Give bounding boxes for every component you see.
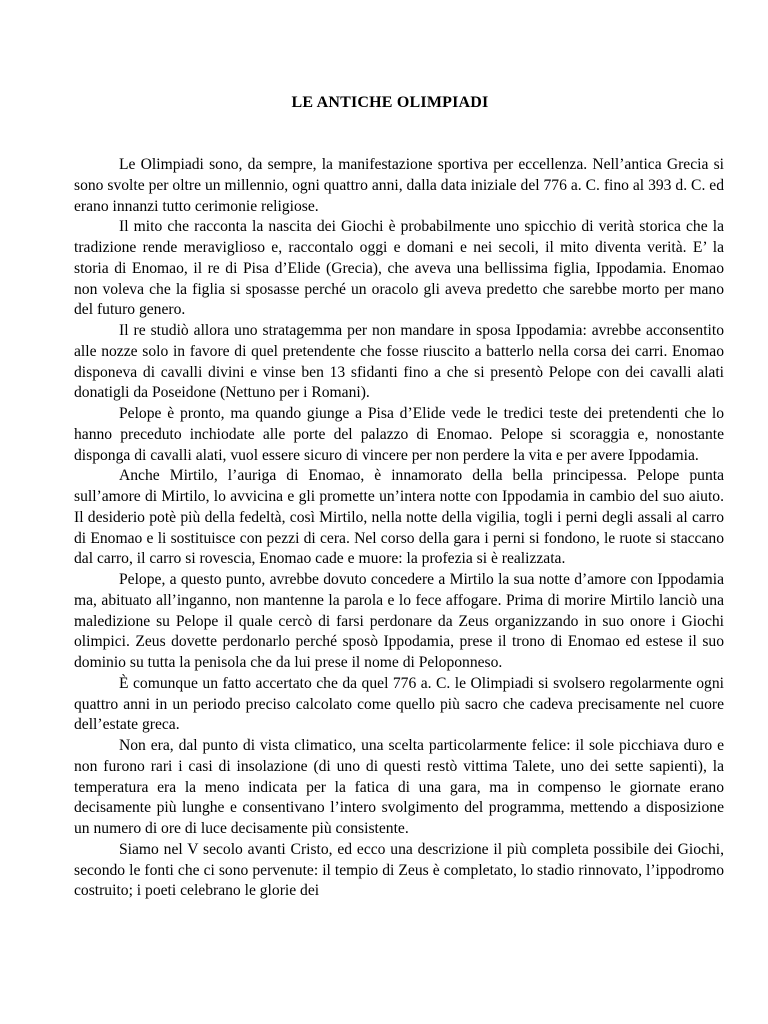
paragraph: Le Olimpiadi sono, da sempre, la manifestazione sportiva per eccellenza. Nell’antica Grecia si sono svolte per oltre un millennio, ogni quattro anni, dalla data iniziale del 776 a. C. fino al 393 d. C. ed erano innanzi tutto cerimonie religiose. (74, 156, 724, 215)
page-title: LE ANTICHE OLIMPIADI (291, 94, 489, 111)
paragraph: Il re studiò allora uno stratagemma per non mandare in sposa Ippodamia: avrebbe acconsentito alle nozze solo in favore di quel pretendente che fosse riuscito a batterlo nella corsa dei carri. Enomao disponeva di cavalli divini e vinse ben 13 sfidanti fino a che si presentò Pelope con dei cavalli alati donatigli da Poseidone (Nettuno per i Romani). (74, 322, 724, 402)
paragraph: Siamo nel V secolo avanti Cristo, ed ecco una descrizione il più completa possibile dei Giochi, secondo le fonti che ci sono pervenute: il tempio di Zeus è completato, lo stadio rinnovato, l’ippodromo costruito; i poeti celebrano le glorie dei (74, 840, 724, 900)
document-body (74, 155, 724, 902)
paragraph: Il mito che racconta la nascita dei Giochi è probabilmente uno spicchio di verità storica che la tradizione rende meraviglioso e, raccontalo oggi e domani e nei secoli, il mito diventa verità. E’ la storia di Enomao, il re di Pisa d’Elide (Grecia), che aveva una bellissima figlia, Ippodamia. Enomao non voleva che la figlia si sposasse perché un oracolo gli aveva predetto che sarebbe morto per mano del futuro genero. (74, 218, 724, 319)
paragraph: Non era, dal punto di vista climatico, una scelta particolarmente felice: il sole picchiava duro e non furono rari i casi di insolazione (di uno di questi restò vittima Talete, uno dei sette sapienti), la temperatura era la meno indicata per la fatica di una gara, ma in compenso le giornate erano decisamente più lunghe e consentivano l’intero svolgimento del programma, mettendo a disposizione un numero di ore di luce decisamente più consistente. (74, 737, 724, 837)
paragraph: Pelope è pronto, ma quando giunge a Pisa d’Elide vede le tredici teste dei pretendenti che lo hanno preceduto inchiodate alle porte del palazzo di Enomao. Pelope si scoraggia e, nonostante disponga di cavalli alati, vuol essere sicuro di vincere per non perdere la vita e per avere Ippodamia. (74, 405, 724, 464)
paragraph: Pelope, a questo punto, avrebbe dovuto concedere a Mirtilo la sua notte d’amore con Ippodamia ma, abituato all’inganno, non mantenne la parola e lo fece affogare. Prima di morire Mirtilo lanciò una maledizione su Pelope il quale cercò di farsi perdonare da Zeus organizzando in suo onore i Giochi olimpici. Zeus dovette perdonarlo perché sposò Ippodamia, prese il trono di Enomao ed estese il suo dominio su tutta la penisola che da lui prese il nome di Peloponneso. (74, 571, 724, 671)
paragraph: Anche Mirtilo, l’auriga di Enomao, è innamorato della bella principessa. Pelope punta sull’amore di Mirtilo, lo avvicina e gli promette un’intera notte con Ippodamia in cambio del suo aiuto. Il desiderio potè più della fedeltà, così Mirtilo, nella notte della vigilia, togli i perni degli assali al carro di Enomao e li sostituisce con pezzi di cera. Nel corso della gara i perni si fondono, le ruote si staccano dal carro, il carro si rovescia, Enomao cade e muore: la profezia si è realizzata. (74, 467, 724, 568)
paragraph: È comunque un fatto accertato che da quel 776 a. C. le Olimpiadi si svolsero regolarmente ogni quattro anni in un periodo preciso calcolato come quello più sacro che cadeva precisamente nel cuore dell’estate greca. (74, 674, 724, 734)
